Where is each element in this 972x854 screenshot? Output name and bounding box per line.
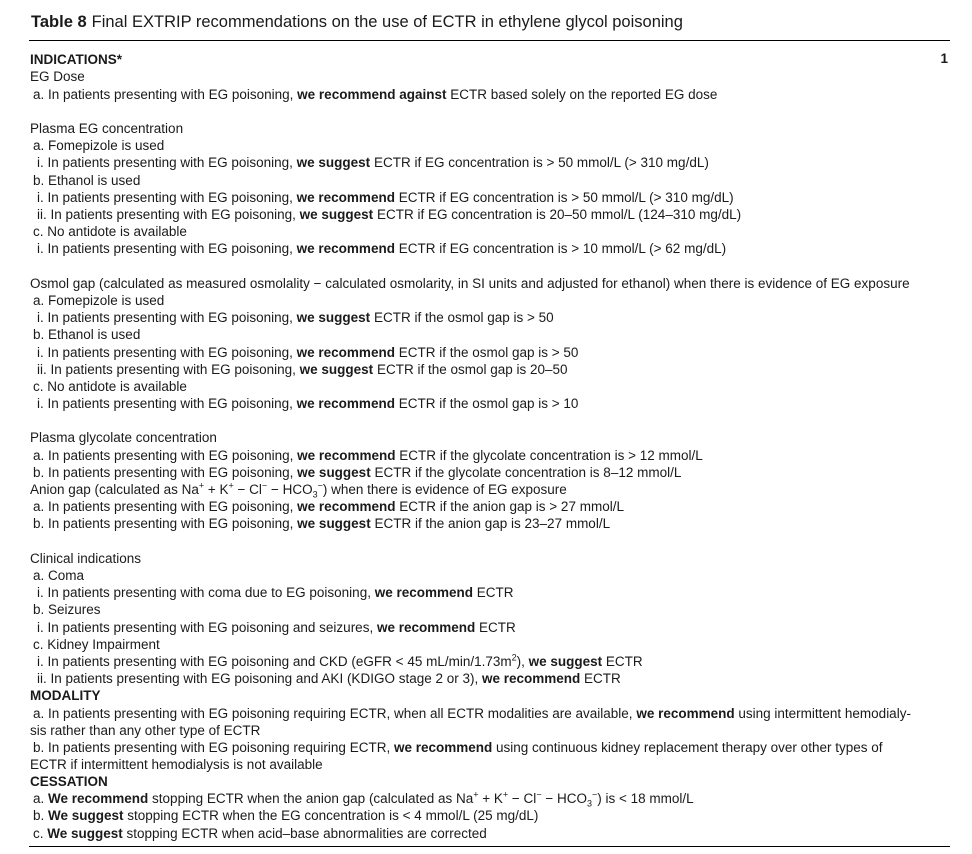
line-text: − Cl [508,791,537,806]
line-text: using continuous kidney replacement therapy over other types of [492,740,883,755]
table-line [37,395,578,412]
line-text: 3 [312,489,318,500]
line-text: c. No antidote is available [33,379,187,394]
line-text: ECTR [473,585,514,600]
line-text: ECTR if the osmol gap is > 50 [370,310,554,325]
table-bottom-rule [29,846,950,847]
line-text: ECTR if the glycolate concentration is > 12 mmol/L [395,448,703,463]
line-text: stopping ECTR when acid–base abnormalities are corrected [122,826,487,841]
table-line [33,447,703,464]
recommendation-strength: We recommend [48,791,149,806]
line-text: 2 [511,652,517,663]
recommendation-strength: We suggest [47,826,123,841]
table-line [37,344,578,361]
recommendation-strength: we recommend [296,396,395,411]
recommendation-strength: We suggest [48,808,124,823]
table-line [33,790,694,807]
table-line [30,120,183,137]
line-text: ECTR if the osmol gap is > 10 [394,396,579,411]
line-text: ECTR if the anion gap is 23–27 mmol/L [370,516,611,531]
line-text: Osmol gap (calculated as measured osmolality − calculated osmolarity, in SI units and adjusted for ethanol) when there is evidence of EG exposure [30,276,910,291]
line-text: + K [478,791,503,806]
line-text: b. In patients presenting with EG poisoning requiring ECTR, [33,740,394,755]
recommendation-strength: we suggest [297,465,371,480]
line-text: a. In patients presenting with EG poisoning, [33,499,298,514]
table-line [33,137,164,154]
line-text: − [536,789,542,800]
line-text: ECTR if EG concentration is > 10 mmol/L (> 62 mg/dL) [394,241,727,256]
recommendation-strength: we suggest [528,654,603,669]
recommendation-strength: we suggest [297,516,371,531]
recommendation-strength: we suggest [296,310,371,325]
line-text: i. In patients presenting with EG poisoning, [37,241,297,256]
line-text: c. No antidote is available [33,224,187,239]
line-text: − [591,789,598,800]
table-line [37,309,554,326]
line-text: − HCO [541,791,587,806]
table-line [37,154,709,171]
recommendation-strength: we recommend [393,740,493,755]
line-text: using intermittent hemodialy- [734,706,911,721]
table-line [33,172,140,189]
line-text: c. Kidney Impairment [33,637,160,652]
table-line [30,68,85,85]
line-text: b. Ethanol is used [33,327,141,342]
recommendation-strength: we recommend [296,241,395,256]
line-text: stopping ECTR when the EG concentration is < 4 mmol/L (25 mg/dL) [123,808,539,823]
table-line [37,361,568,378]
line-text: i. In patients presenting with coma due to EG poisoning, [37,585,375,600]
line-text: b. Seizures [33,602,101,617]
table-line [33,567,84,584]
recommendation-strength: we recommend [374,585,473,600]
table-line [33,464,681,481]
line-text: b. In patients presenting with EG poisoning, [33,465,298,480]
recommendation-strength: we recommend against [297,87,447,102]
recommendation-strength: we suggest [299,362,374,377]
line-text: b. In patients presenting with EG poisoning, [33,516,298,531]
recommendation-strength: INDICATIONS* [30,52,123,67]
table-line [37,619,516,636]
line-text: ECTR [602,654,643,669]
table-line [33,223,187,240]
line-text: ECTR if intermittent hemodialysis is not available [30,757,323,772]
line-text: ECTR if EG concentration is > 50 mmol/L (> 310 mg/dL) [370,155,709,170]
line-text: a. Fomepizole is used [33,138,165,153]
line-text: i. In patients presenting with EG poisoning, [37,345,297,360]
recommendation-strength: we suggest [296,155,371,170]
line-text: a. In patients presenting with EG poisoning requiring ECTR, when all ECTR modalities are available, [33,706,637,721]
line-text: i. In patients presenting with EG poisoning, [37,396,297,411]
table-label: Table 8 [31,13,87,31]
line-text: + [502,789,509,800]
table-line [33,86,717,103]
line-text: ) when there is evidence of EG exposure [322,482,567,497]
recommendation-strength: we recommend [376,620,476,635]
table-line [37,189,734,206]
line-text: a. [33,791,49,806]
line-text: ), [516,654,529,669]
line-text: i. In patients presenting with EG poisoning, [37,155,297,170]
recommendation-strength: we recommend [297,499,396,514]
line-text: ECTR if the glycolate concentration is 8–12 mmol/L [370,465,682,480]
line-text: 3 [586,798,592,809]
line-text: Anion gap (calculated as Na [30,482,199,497]
line-text: ECTR based solely on the reported EG dose [446,87,718,102]
line-text: i. In patients presenting with EG poisoning, [37,310,297,325]
table-line [33,326,140,343]
line-text: ii. In patients presenting with EG poisoning and AKI (KDIGO stage 2 or 3), [37,671,482,686]
line-text: ) is < 18 mmol/L [597,791,694,806]
line-text: Clinical indications [30,551,142,566]
table-line [33,378,187,395]
recommendation-strength: CESSATION [30,774,108,789]
section-heading [30,773,108,790]
line-text: − HCO [267,482,313,497]
line-text: a. Coma [33,568,85,583]
line-text: ECTR [580,671,621,686]
line-text: ECTR if EG concentration is > 50 mmol/L (> 310 mg/dL) [394,190,734,205]
table-line [30,550,141,567]
table-line [33,636,160,653]
line-text: + [228,480,234,491]
recommendation-strength: we recommend [296,345,395,360]
line-text: ii. In patients presenting with EG poisoning, [37,362,300,377]
line-text: ii. In patients presenting with EG poisoning, [37,207,300,222]
recommendation-strength: we recommend [296,190,395,205]
line-text: + [198,480,205,491]
table-line [33,807,538,824]
table-line [33,515,610,532]
table-caption [31,13,683,32]
section-heading [30,687,101,704]
recommendation-strength: we recommend [297,448,396,463]
column-header-number: 1 [940,51,948,66]
table-line [30,722,260,739]
table-line [33,825,487,842]
table-line [37,653,643,670]
line-text: a. Fomepizole is used [33,293,165,308]
table-line [37,584,514,601]
line-text: Plasma glycolate concentration [30,430,217,445]
table-line [30,275,910,292]
line-text: a. In patients presenting with EG poisoning, [33,448,298,463]
table-line [30,756,323,773]
line-text: ECTR if EG concentration is 20–50 mmol/L (124–310 mg/dL) [373,207,742,222]
line-text: Plasma EG concentration [30,121,184,136]
table-line [33,705,911,722]
line-text: i. In patients presenting with EG poisoning and seizures, [37,620,377,635]
line-text: − [261,480,268,491]
recommendation-strength: we recommend [636,706,735,721]
table-line [33,498,624,515]
line-text: c. [33,826,48,841]
line-text: a. In patients presenting with EG poisoning, [33,87,298,102]
table-line [37,670,621,687]
line-text: ECTR if the osmol gap is > 50 [394,345,579,360]
table-line [33,739,882,756]
line-text: EG Dose [30,69,85,84]
table-title: Final EXTRIP recommendations on the use of ECTR in ethylene glycol poisoning [91,13,683,31]
line-text: i. In patients presenting with EG poisoning and CKD (eGFR < 45 mL/min/1.73m [37,654,512,669]
table-line [37,206,741,223]
line-text: ECTR [475,620,516,635]
section-heading [30,51,122,68]
line-text: − Cl [233,482,262,497]
line-text: ECTR if the osmol gap is 20–50 [373,362,568,377]
table-line [30,481,567,498]
table-line [33,601,101,618]
table-top-rule [29,40,950,41]
table-line [30,429,217,446]
line-text: + K [204,482,229,497]
line-text: b. Ethanol is used [33,173,141,188]
line-text: stopping ECTR when the anion gap (calculated as Na [148,791,474,806]
line-text: b. [33,808,49,823]
recommendation-strength: MODALITY [30,688,101,703]
line-text: + [473,789,479,800]
line-text: ECTR if the anion gap is > 27 mmol/L [395,499,624,514]
recommendation-strength: we suggest [299,207,374,222]
recommendation-strength: we recommend [482,671,581,686]
table-line [33,292,164,309]
line-text: − [317,480,323,491]
table-line [37,240,726,257]
line-text: sis rather than any other type of ECTR [30,723,261,738]
line-text: i. In patients presenting with EG poisoning, [37,190,297,205]
